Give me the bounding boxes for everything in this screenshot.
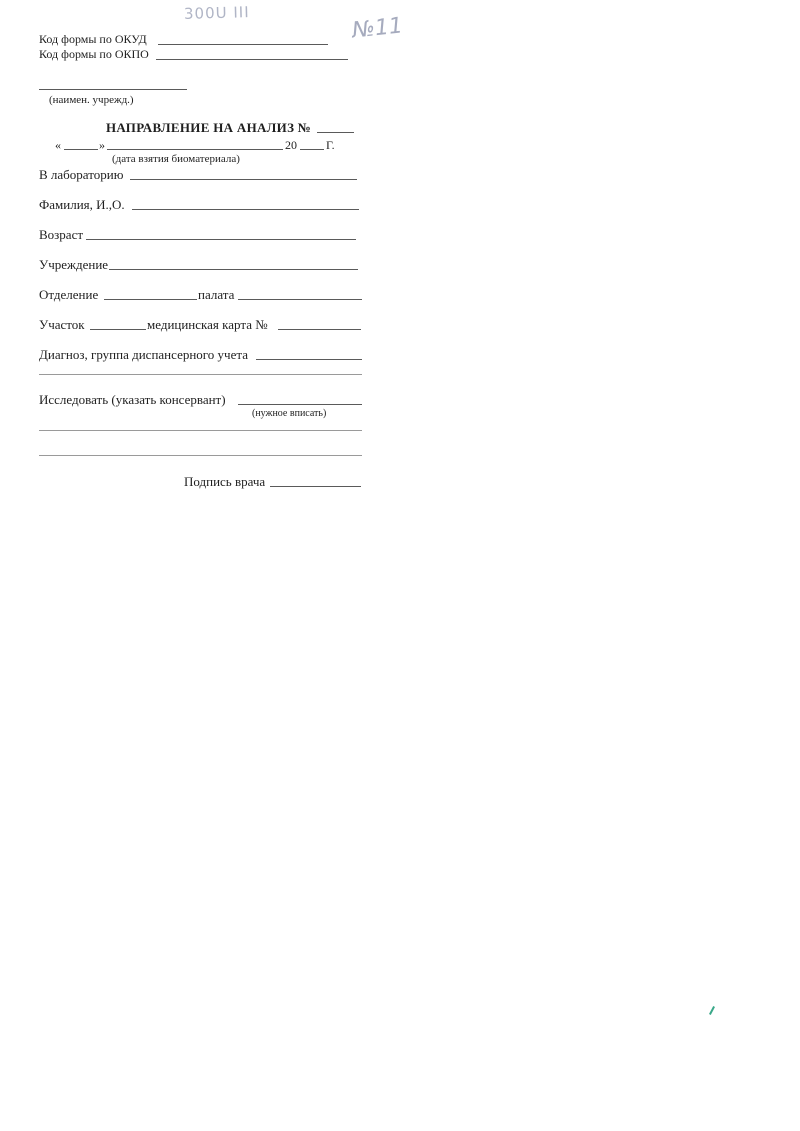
okud-label: Код формы по ОКУД	[39, 32, 147, 46]
date-day-field[interactable]	[64, 149, 98, 150]
date-month-field[interactable]	[107, 149, 283, 150]
department-field[interactable]	[104, 299, 197, 300]
diagnosis-field[interactable]	[256, 359, 362, 360]
laboratory-label: В лабораторию	[39, 167, 124, 182]
investigate-field-line-3[interactable]	[39, 455, 362, 456]
stray-pen-mark	[709, 1006, 715, 1015]
department-label: Отделение	[39, 287, 99, 302]
investigate-field-line-2[interactable]	[39, 430, 362, 431]
institution-field[interactable]	[109, 269, 358, 270]
laboratory-field[interactable]	[130, 179, 357, 180]
institution-name-field[interactable]	[39, 89, 187, 90]
date-year-prefix: 20	[285, 138, 297, 152]
diagnosis-field-continued[interactable]	[39, 374, 362, 375]
signature-field[interactable]	[270, 486, 361, 487]
patient-name-field[interactable]	[132, 209, 359, 210]
okpo-field[interactable]	[156, 59, 348, 60]
date-caption: (дата взятия биоматериала)	[112, 153, 240, 165]
medcard-field[interactable]	[278, 329, 361, 330]
date-year-suffix: Г.	[326, 138, 335, 152]
ward-label: палата	[198, 287, 235, 302]
patient-name-label: Фамилия, И.,О.	[39, 197, 125, 212]
okud-field[interactable]	[158, 44, 328, 45]
investigate-label: Исследовать (указать консервант)	[39, 392, 226, 407]
district-label: Участок	[39, 317, 85, 332]
ward-field[interactable]	[238, 299, 362, 300]
date-close-quote: »	[99, 138, 105, 152]
medcard-label: медицинская карта №	[147, 317, 268, 332]
institution-caption: (наимен. учрежд.)	[49, 94, 134, 106]
handwritten-code-note: 300U III	[183, 3, 250, 23]
investigate-caption: (нужное вписать)	[252, 408, 327, 419]
form-title: НАПРАВЛЕНИЕ НА АНАЛИЗ №	[106, 120, 312, 135]
date-open-quote: «	[55, 138, 61, 152]
diagnosis-label: Диагноз, группа диспансерного учета	[39, 347, 248, 362]
investigate-field[interactable]	[238, 404, 362, 405]
signature-label: Подпись врача	[184, 474, 266, 489]
district-field[interactable]	[90, 329, 146, 330]
okpo-label: Код формы по ОКПО	[39, 47, 149, 61]
handwritten-number-note: №11	[350, 13, 405, 44]
date-year-field[interactable]	[300, 149, 324, 150]
age-field[interactable]	[86, 239, 356, 240]
age-label: Возраст	[39, 227, 84, 242]
referral-number-field[interactable]	[317, 132, 354, 133]
institution-label: Учреждение	[39, 257, 109, 272]
